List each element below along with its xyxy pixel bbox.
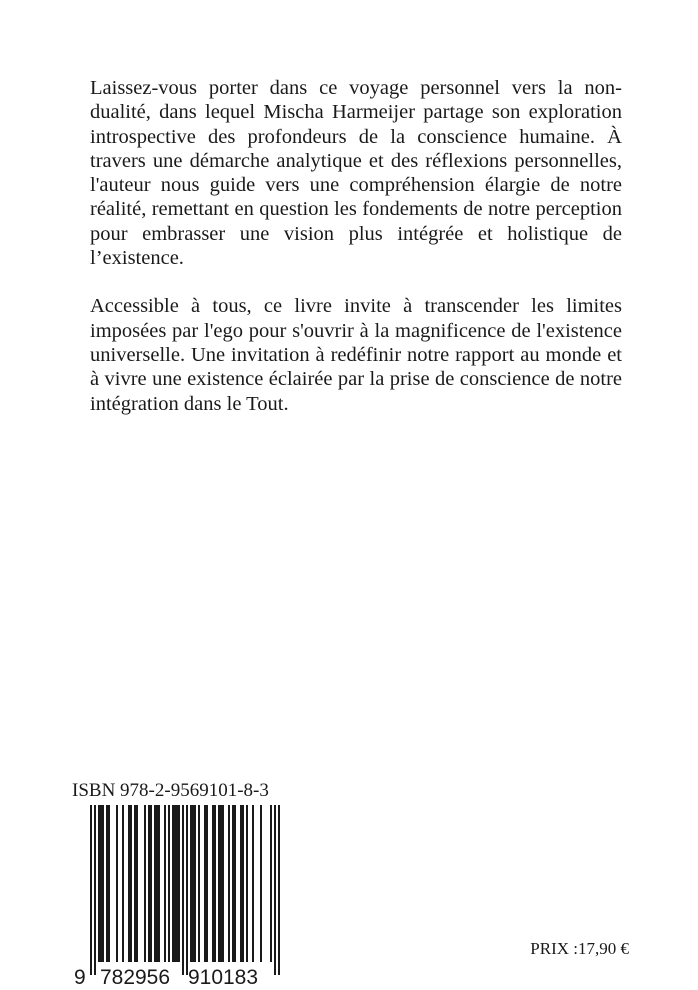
barcode-bar xyxy=(164,805,166,962)
barcode xyxy=(70,805,280,987)
barcode-left-digits: 782956 xyxy=(100,966,170,987)
barcode-bar xyxy=(136,805,138,962)
barcode-bar xyxy=(102,805,104,962)
barcode-bar xyxy=(218,805,220,962)
barcode-bar xyxy=(212,805,214,962)
barcode-bar xyxy=(214,805,216,962)
barcode-bar xyxy=(148,805,150,962)
barcode-bar xyxy=(220,805,222,962)
barcode-bar xyxy=(186,805,188,975)
barcode-bar xyxy=(240,805,242,962)
barcode-bar xyxy=(182,805,184,975)
barcode-bar xyxy=(100,805,102,962)
barcode-bar xyxy=(274,805,276,975)
barcode-bar xyxy=(108,805,110,962)
blurb-paragraph-1: Laissez-vous porter dans ce voyage personnel vers la non-dualité, dans lequel Mischa Harmeijer partage son exploration introspective des profondeurs de la conscience humaine. À travers une démarche analytique et des réflexions personnelles, l'auteur nous guide vers une compréhension élargie de notre réalité, remettant en question les fondements de notre perception pour embrasser une vision plus intégrée et holistique de l’existence. xyxy=(90,77,622,270)
barcode-bar xyxy=(234,805,236,962)
barcode-bar xyxy=(168,805,170,962)
barcode-bar xyxy=(270,805,272,962)
barcode-bar xyxy=(116,805,118,962)
barcode-bar xyxy=(260,805,262,962)
barcode-bar xyxy=(156,805,158,962)
barcode-bar xyxy=(106,805,108,962)
barcode-bars xyxy=(90,805,280,975)
barcode-bar xyxy=(198,805,200,962)
barcode-lead-digit: 9 xyxy=(74,966,86,987)
barcode-bar xyxy=(172,805,174,962)
barcode-bar xyxy=(90,805,92,975)
barcode-bar xyxy=(232,805,234,962)
price-label: PRIX :17,90 € xyxy=(530,939,629,958)
barcode-bar xyxy=(190,805,192,962)
barcode-bar xyxy=(204,805,206,962)
barcode-bar xyxy=(154,805,156,962)
barcode-bar xyxy=(122,805,124,962)
barcode-bar xyxy=(222,805,224,962)
barcode-bar xyxy=(130,805,132,962)
barcode-bar xyxy=(176,805,178,962)
barcode-right-digits: 910183 xyxy=(188,966,258,987)
barcode-bar xyxy=(178,805,180,962)
barcode-bar xyxy=(128,805,130,962)
barcode-bar xyxy=(174,805,176,962)
barcode-bar xyxy=(252,805,254,962)
blurb-paragraph-2: Accessible à tous, ce livre invite à transcender les limites imposées par l'ego pour s'ouvrir à la magnificence de l'existence universelle. Une invitation à redéfinir notre rapport au monde et à vivre une existence éclairée par la prise de conscience de notre intégration dans le Tout. xyxy=(90,295,622,415)
barcode-bar xyxy=(192,805,194,962)
blurb xyxy=(90,76,622,440)
barcode-bar xyxy=(150,805,152,962)
barcode-bar xyxy=(144,805,146,962)
barcode-bar xyxy=(194,805,196,962)
barcode-bar xyxy=(242,805,244,962)
barcode-bar xyxy=(206,805,208,962)
barcode-bar xyxy=(228,805,230,962)
barcode-bar xyxy=(246,805,248,962)
barcode-bar xyxy=(278,805,280,975)
barcode-bar xyxy=(94,805,96,975)
barcode-bar xyxy=(158,805,160,962)
isbn-label: ISBN 978-2-9569101-8-3 xyxy=(72,780,269,801)
barcode-bar xyxy=(134,805,136,962)
barcode-bar xyxy=(98,805,100,962)
